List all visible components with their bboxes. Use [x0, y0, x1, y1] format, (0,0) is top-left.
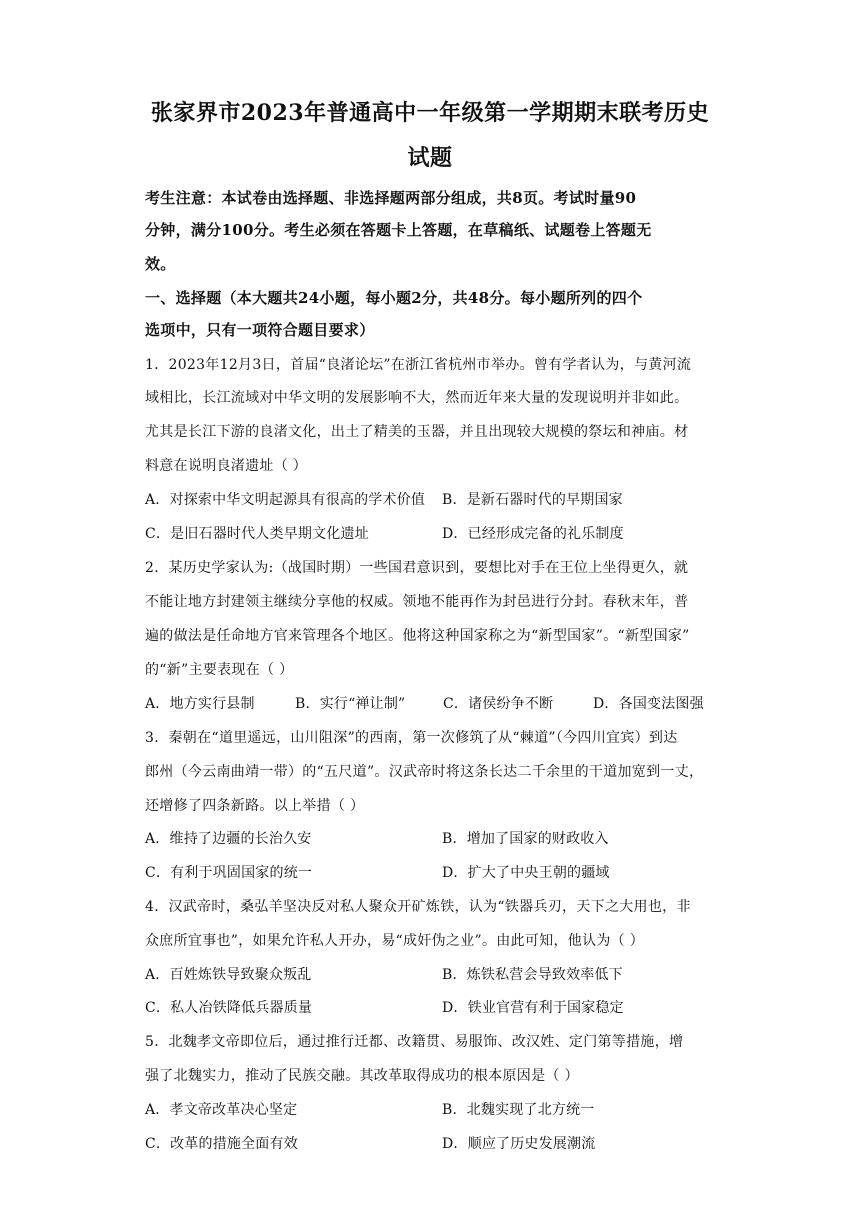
question-4-option-b: B．炼铁私营会导致效率低下 [442, 967, 623, 983]
question-5-option-c: C．改革的措施全面有效 [145, 1136, 298, 1152]
question-1-text: 尤其是长江下游的良渚文化，出土了精美的玉器，并且出现较大规模的祭坛和神庙。材 [145, 424, 689, 440]
question-5-text: 5．北魏孝文帝即位后，通过推行迁都、改籍贯、易服饰、改汉姓、定门第等措施，增 [145, 1034, 684, 1050]
question-3-text: 3．秦朝在“道里遥远，山川阻深”的西南，第一次修筑了从“棘道”（今四川宜宾）到达 [145, 730, 678, 746]
question-3-option-b: B．增加了国家的财政收入 [442, 831, 609, 847]
question-2-text: 的“新”主要表现在（ ） [145, 662, 294, 678]
question-4-option-c: C．私人冶铁降低兵器质量 [145, 1000, 313, 1016]
section-heading: 一、选择题（本大题共24小题，每小题2分，共48分。每小题所列的四个 [145, 289, 643, 307]
question-2-option-b: B．实行“禅让制” [295, 696, 406, 712]
question-1-option-d: D．已经形成完备的礼乐制度 [442, 526, 624, 542]
question-1-option-c: C．是旧石器时代人类早期文化遗址 [145, 526, 369, 542]
question-3-option-a: A．维持了边疆的长治久安 [145, 831, 312, 847]
question-3-text: 还增修了四条新路。以上举措（ ） [145, 798, 365, 814]
question-5-text: 强了北魏实力，推动了民族交融。其改革取得成功的根本原因是（ ） [145, 1068, 579, 1084]
question-2-text: 遍的做法是任命地方官来管理各个地区。他将这种国家称之为“新型国家”。“新型国家” [145, 628, 690, 644]
question-2-option-d: D．各国变法图强 [593, 696, 704, 712]
question-2-text: 不能让地方封建领主继续分享他的权威。领地不能再作为封邑进行分封。春秋末年，普 [145, 594, 689, 610]
question-2-option-a: A．地方实行县制 [145, 696, 255, 712]
question-3-option-c: C．有利于巩固国家的统一 [145, 865, 313, 881]
question-1-text: 料意在说明良渚遗址（ ） [145, 458, 308, 474]
question-5-option-d: D．顺应了历史发展潮流 [442, 1136, 596, 1152]
question-1-option-a: A．对探索中华文明起源具有很高的学术价值 [145, 492, 426, 508]
question-5-option-a: A．孝文帝改革决心坚定 [145, 1102, 298, 1118]
question-5-option-b: B．北魏实现了北方统一 [442, 1102, 595, 1118]
question-2-option-c: C．诸侯纷争不断 [443, 696, 554, 712]
question-4-text: 4．汉武帝时，桑弘羊坚决反对私人聚众开矿炼铁，认为“铁器兵刃，天下之大用也，非 [145, 899, 691, 915]
question-3-text: 郎州（今云南曲靖一带）的“五尺道”。汉武帝时将这条长达二千余里的干道加宽到一丈， [145, 764, 704, 780]
exam-title-line1: 张家界市2023年普通高中一年级第一学期期末联考历史 [150, 100, 710, 126]
notice-line: 效。 [145, 255, 176, 273]
question-3-option-d: D．扩大了中央王朝的疆域 [442, 865, 610, 881]
notice-line: 分钟，满分100分。考生必须在答题卡上答题，在草稿纸、试题卷上答题无 [145, 221, 652, 239]
question-4-option-a: A．百姓炼铁导致聚众叛乱 [145, 967, 312, 983]
question-2-text: 2．某历史学家认为:（战国时期）一些国君意识到，要想比对手在王位上坐得更久，就 [145, 560, 689, 576]
question-1-option-b: B．是新石器时代的早期国家 [442, 492, 623, 508]
notice-line: 考生注意：本试卷由选择题、非选择题两部分组成，共8页。考试时量90 [145, 189, 637, 207]
section-heading: 选项中，只有一项符合题目要求） [145, 321, 375, 339]
question-1-text: 域相比，长江流域对中华文明的发展影响不大，然而近年来大量的发现说明并非如此。 [145, 390, 689, 406]
question-4-option-d: D．铁业官营有利于国家稳定 [442, 1000, 624, 1016]
question-1-text: 1．2023年12月3日，首届“良渚论坛”在浙江省杭州市举办。曾有学者认为，与黄河流 [145, 357, 692, 373]
question-4-text: 众庶所宜事也”，如果允许私人开办，易“成奸伪之业”。由此可知，他认为（ ） [145, 933, 645, 949]
exam-title-line2: 试题 [407, 145, 453, 171]
